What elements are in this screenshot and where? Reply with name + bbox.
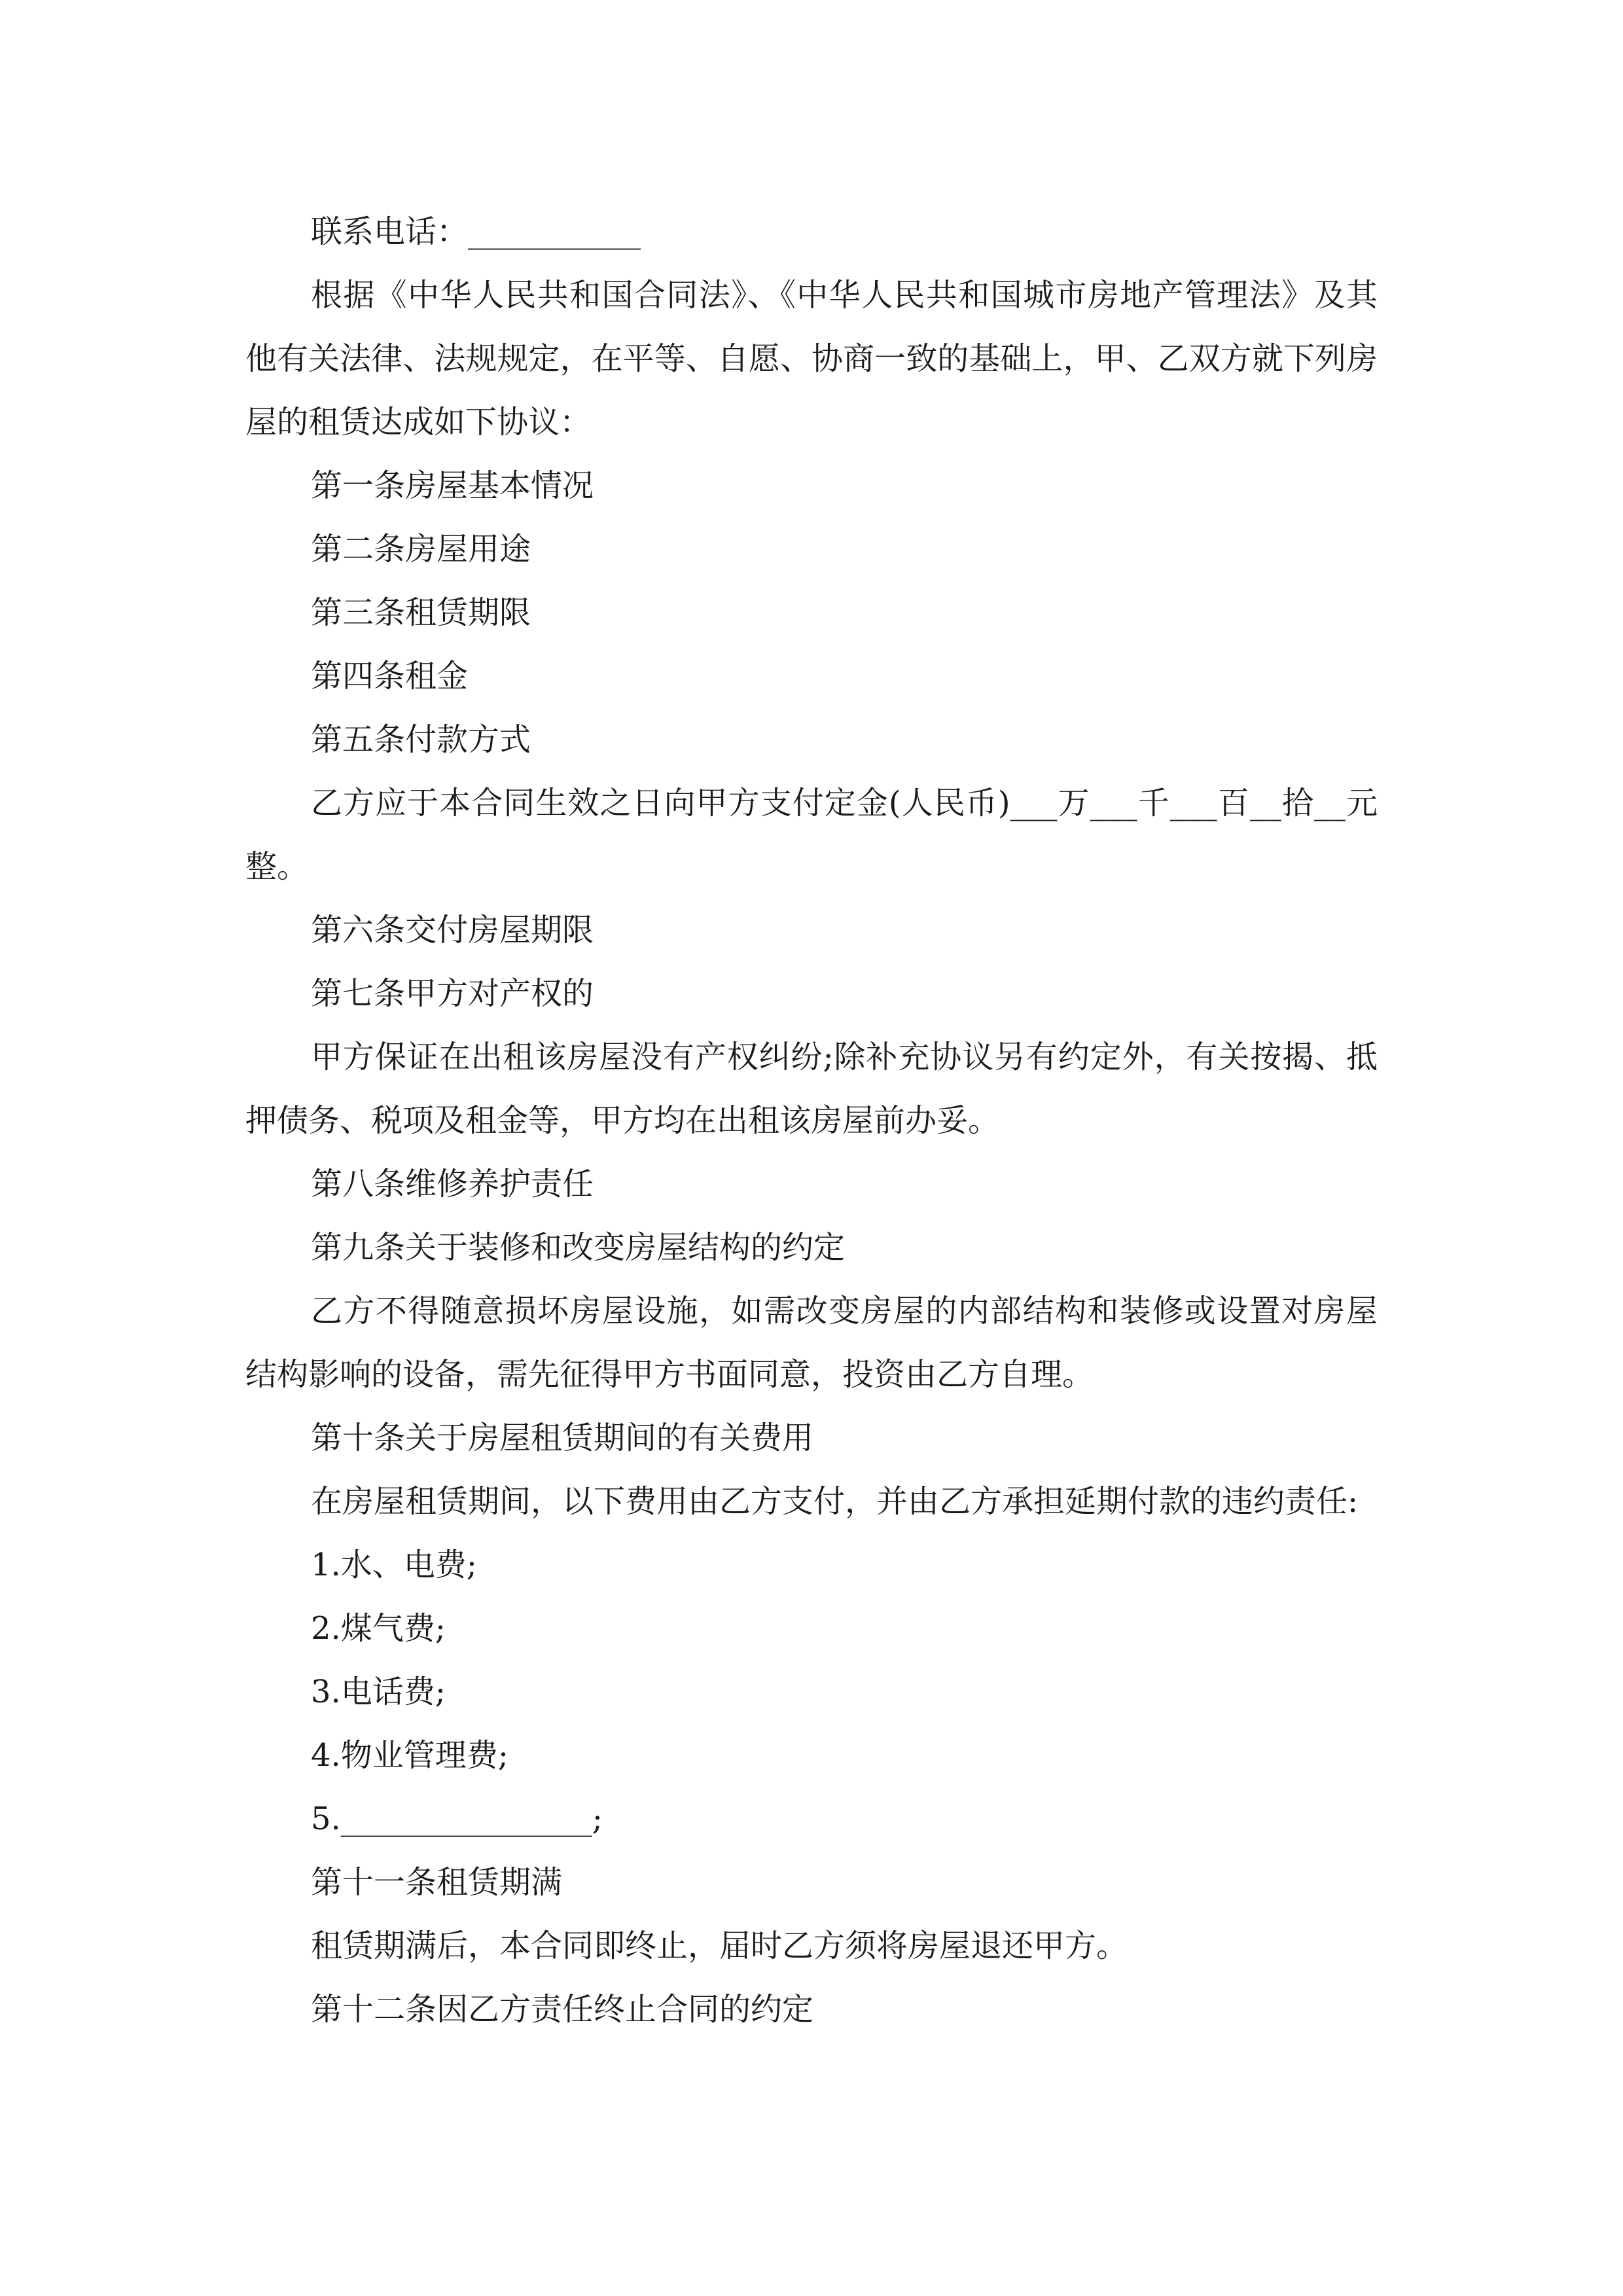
article-4-heading: 第四条租金 bbox=[311, 658, 469, 694]
fee-item-5: 5.________________; bbox=[311, 1801, 603, 1837]
article-12-heading: 第十二条因乙方责任终止合同的约定 bbox=[311, 1991, 814, 2028]
deposit-paragraph: 乙方应于本合同生效之日向甲方支付定金(人民币)___万___千___百__拾__元整。 bbox=[245, 785, 1378, 885]
contact-phone-line: 联系电话：___________ bbox=[311, 213, 641, 250]
article-1-heading: 第一条房屋基本情况 bbox=[311, 467, 594, 504]
fees-paragraph: 在房屋租赁期间，以下费用由乙方支付，并由乙方承担延期付款的违约责任: bbox=[311, 1483, 1359, 1520]
document-body bbox=[245, 200, 1378, 2041]
article-2-heading: 第二条房屋用途 bbox=[311, 531, 531, 567]
article-8-heading: 第八条维修养护责任 bbox=[311, 1166, 594, 1202]
fee-item-1: 1.水、电费; bbox=[311, 1547, 477, 1583]
article-6-heading: 第六条交付房屋期限 bbox=[311, 912, 594, 948]
article-11-heading: 第十一条租赁期满 bbox=[311, 1864, 563, 1901]
article-9-heading: 第九条关于装修和改变房屋结构的约定 bbox=[311, 1229, 846, 1266]
fee-item-2: 2.煤气费; bbox=[311, 1610, 446, 1647]
fee-item-3: 3.电话费; bbox=[311, 1674, 446, 1710]
article-5-heading: 第五条付款方式 bbox=[311, 721, 531, 758]
article-10-heading: 第十条关于房屋租赁期间的有关费用 bbox=[311, 1420, 814, 1456]
fee-item-4: 4.物业管理费; bbox=[311, 1737, 508, 1774]
preamble-paragraph: 根据《中华人民共和国合同法》、《中华人民共和国城市房地产管理法》及其他有关法律、法规规定，在平等、自愿、协商一致的基础上，甲、乙双方就下列房屋的租赁达成如下协议： bbox=[245, 277, 1378, 440]
article-7-heading: 第七条甲方对产权的 bbox=[311, 975, 594, 1012]
lease-expiry-paragraph: 租赁期满后，本合同即终止，届时乙方须将房屋退还甲方。 bbox=[311, 1928, 1128, 1964]
article-3-heading: 第三条租赁期限 bbox=[311, 594, 531, 631]
property-rights-paragraph: 甲方保证在出租该房屋没有产权纠纷;除补充协议另有约定外，有关按揭、抵押债务、税项及租金等，甲方均在出租该房屋前办妥。 bbox=[245, 1039, 1378, 1139]
renovation-paragraph: 乙方不得随意损坏房屋设施，如需改变房屋的内部结构和装修或设置对房屋结构影响的设备，需先征得甲方书面同意，投资由乙方自理。 bbox=[245, 1293, 1378, 1393]
